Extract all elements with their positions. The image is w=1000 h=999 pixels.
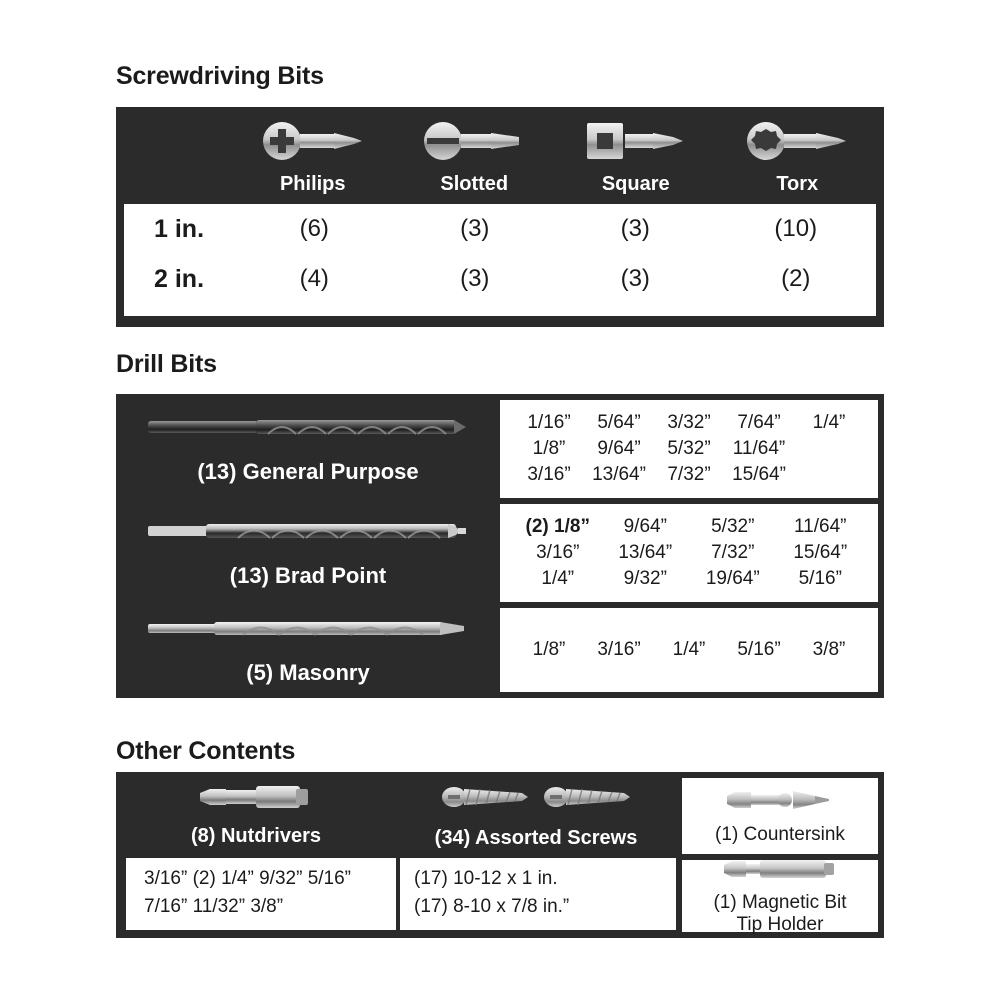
size-value: 1/4”	[541, 568, 575, 589]
size-value: 13/64”	[592, 464, 646, 485]
other-item-name: (8) Nutdrivers	[190, 825, 322, 847]
size-value: 3/32”	[667, 412, 711, 433]
size-value: 3/16”	[597, 639, 641, 660]
size-value: 1/16”	[527, 412, 571, 433]
row-label: 1 in.	[154, 214, 205, 243]
size-value: 19/64”	[705, 568, 760, 589]
size-value: (2) 1/8”	[525, 516, 590, 537]
count-cell: (3)	[460, 265, 490, 292]
screwdriving-column-philips	[232, 113, 394, 201]
other-item-name: (1) Countersink	[715, 823, 845, 845]
masonry-bit-icon	[148, 615, 468, 646]
size-row	[514, 540, 864, 566]
size-value: 7/64”	[737, 412, 781, 433]
size-value: 3/16”	[536, 542, 580, 563]
screwdriving-column-square	[555, 113, 717, 201]
size-value: 1/8”	[532, 438, 566, 459]
size-value: 1/8”	[532, 639, 566, 660]
size-value: 13/64”	[618, 542, 673, 563]
table-row	[124, 204, 876, 254]
size-row	[514, 462, 864, 488]
size-row	[514, 436, 864, 462]
size-row	[514, 637, 864, 663]
nutdriver-sizes	[126, 858, 396, 930]
screwdriving-column-slotted	[394, 113, 556, 201]
spec-line: (17) 10-12 x 1 in.	[414, 868, 558, 889]
other-item-name: (34) Assorted Screws	[434, 827, 638, 849]
size-value: 5/16”	[798, 568, 842, 589]
name-line-2: Tip Holder	[736, 913, 824, 935]
drill-item-masonry	[116, 602, 500, 698]
drill-item-general-purpose	[116, 394, 500, 504]
screwdriving-bits-table	[124, 204, 876, 316]
size-value: 1/4”	[672, 639, 706, 660]
screws-icon	[436, 780, 636, 819]
other-item-name	[713, 892, 846, 936]
drill-bits-title: Drill Bits	[116, 350, 217, 378]
general-purpose-sizes	[500, 400, 878, 498]
drill-item-brad-point	[116, 504, 500, 602]
magnetic-bit-tip-holder-icon	[720, 857, 840, 886]
size-value: 3/16”	[527, 464, 571, 485]
size-row	[514, 514, 864, 540]
size-value: 11/64”	[794, 516, 847, 537]
size-value	[794, 438, 864, 460]
screwdriving-bits-header-row	[122, 113, 878, 201]
size-value	[794, 464, 864, 486]
screwdriving-column-label: Square	[601, 173, 670, 195]
size-line: 7/16” 11/32” 3/8”	[144, 896, 284, 917]
other-item-magnetic-bit-tip-holder	[682, 860, 878, 935]
other-item-nutdrivers	[116, 772, 396, 858]
brad-point-sizes	[500, 504, 878, 602]
other-item-screws	[396, 772, 676, 858]
count-cell: (10)	[774, 215, 818, 242]
size-value: 5/32”	[711, 516, 755, 537]
nutdriver-icon	[196, 782, 316, 817]
other-contents-title: Other Contents	[116, 737, 296, 765]
size-row	[514, 566, 864, 592]
count-cell: (6)	[299, 215, 329, 242]
size-value: 5/32”	[667, 438, 711, 459]
torx-bit-icon	[742, 113, 852, 169]
twist-drill-bit-icon	[148, 414, 468, 445]
size-value: 7/32”	[667, 464, 711, 485]
size-row	[514, 410, 864, 436]
size-value: 15/64”	[793, 542, 848, 563]
count-cell: (3)	[620, 265, 650, 292]
drill-item-name: (13) General Purpose	[197, 458, 419, 484]
size-value: 5/64”	[597, 412, 641, 433]
screw-specs	[400, 858, 676, 930]
size-value: 15/64”	[732, 464, 786, 485]
table-row	[124, 254, 876, 304]
other-contents-panel	[116, 772, 884, 938]
count-cell: (3)	[620, 215, 650, 242]
name-line-1: (1) Magnetic Bit	[713, 891, 847, 913]
size-line: 3/16” (2) 1/4” 9/32” 5/16”	[144, 868, 351, 889]
count-cell: (2)	[781, 265, 811, 292]
row-label: 2 in.	[154, 264, 205, 293]
square-bit-icon	[581, 113, 691, 169]
countersink-icon	[725, 787, 835, 818]
size-value: 1/4”	[812, 412, 846, 433]
size-value: 3/8”	[812, 639, 846, 660]
drill-bits-panel	[116, 394, 884, 698]
header-spacer	[122, 113, 232, 201]
brad-point-bit-icon	[148, 518, 468, 549]
size-value: 9/64”	[597, 438, 641, 459]
other-item-countersink	[682, 778, 878, 854]
masonry-sizes	[500, 608, 878, 692]
screwdriving-bits-title: Screwdriving Bits	[116, 62, 324, 90]
screwdriving-column-torx	[717, 113, 879, 201]
size-value: 9/32”	[623, 568, 667, 589]
philips-bit-icon	[258, 113, 368, 169]
count-cell: (4)	[299, 265, 329, 292]
drill-item-name: (13) Brad Point	[229, 562, 387, 588]
screwdriving-column-label: Torx	[776, 173, 819, 195]
size-value: 5/16”	[737, 639, 781, 660]
screwdriving-column-label: Slotted	[440, 173, 509, 195]
size-value: 9/64”	[623, 516, 667, 537]
drill-item-name: (5) Masonry	[246, 659, 370, 685]
size-value: 7/32”	[711, 542, 755, 563]
size-value: 11/64”	[732, 438, 786, 459]
count-cell: (3)	[460, 215, 490, 242]
spec-line: (17) 8-10 x 7/8 in.”	[414, 896, 570, 917]
slotted-bit-icon	[419, 113, 529, 169]
screwdriving-column-label: Philips	[279, 173, 346, 195]
